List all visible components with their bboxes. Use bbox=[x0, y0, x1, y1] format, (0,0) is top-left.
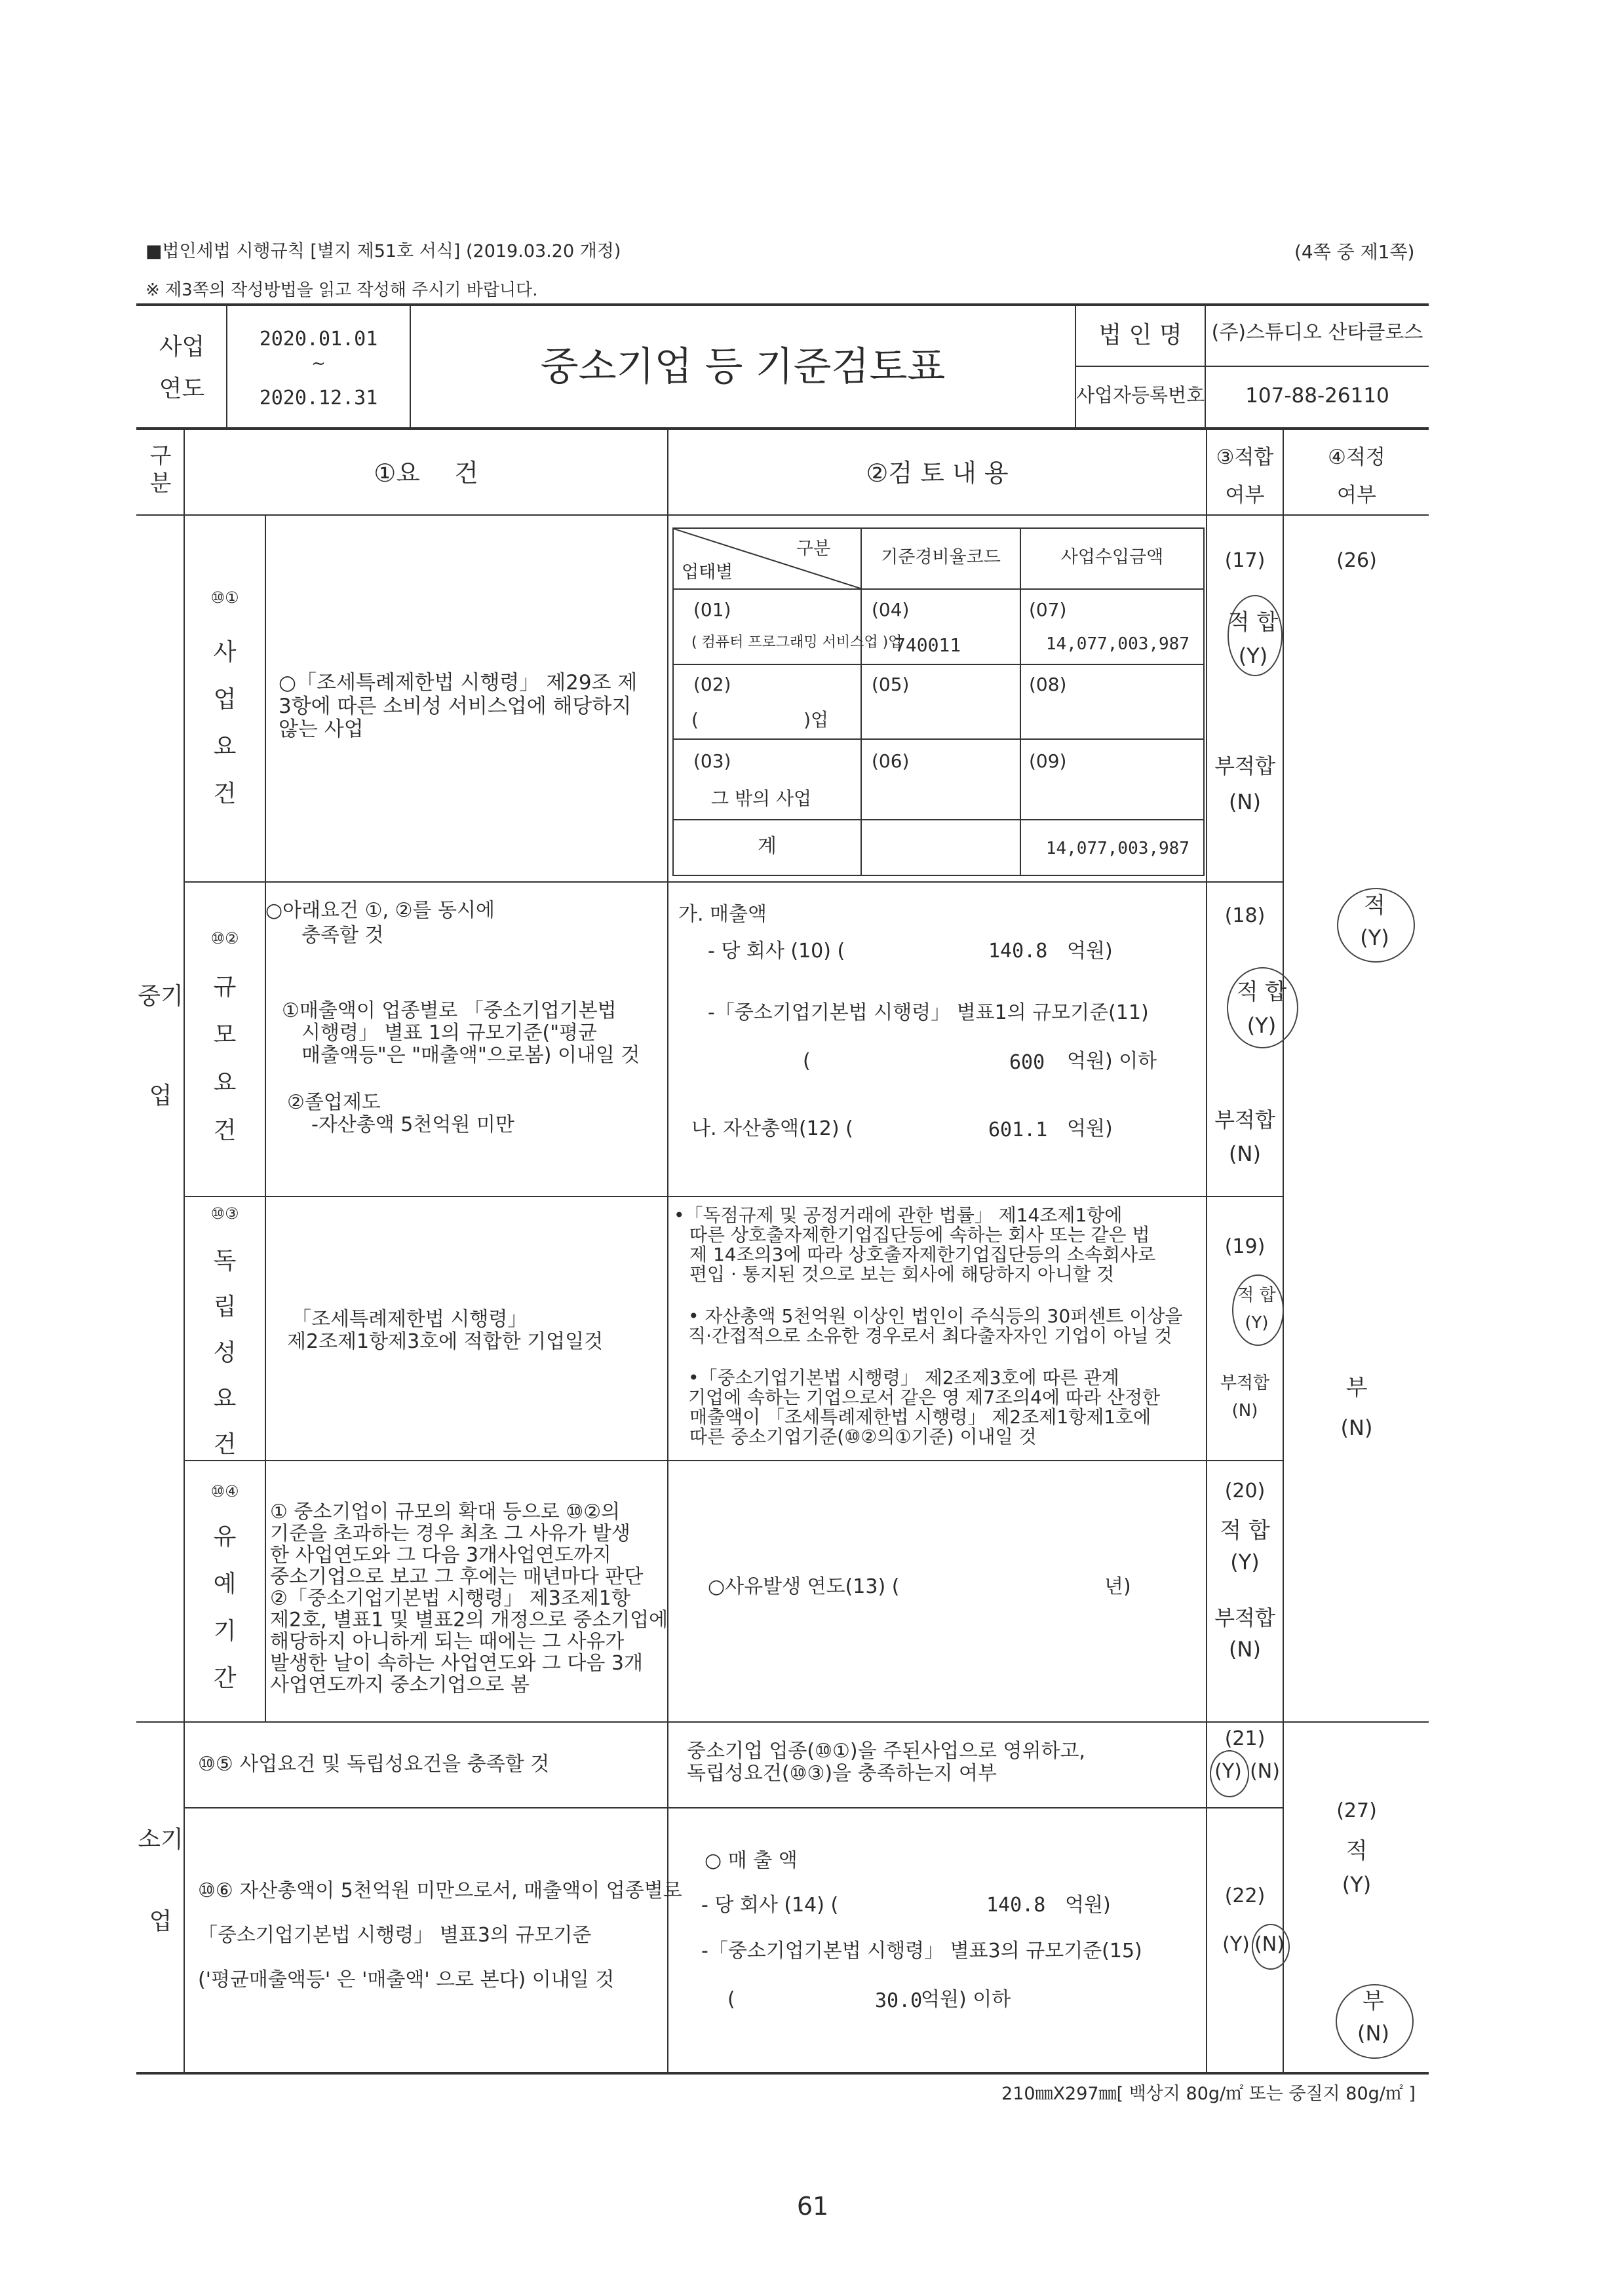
page-of: (4쪽 중 제1쪽) bbox=[1294, 241, 1415, 263]
table-col-amount: 사업수입금액 bbox=[1060, 547, 1164, 567]
grace-req-4: 중소기업으로 보고 그 후에는 매년마다 판단 bbox=[270, 1565, 644, 1588]
indep-fit-yes: 적 합 bbox=[1237, 1286, 1276, 1305]
small-b-rev-1: ○ 매 출 액 bbox=[705, 1849, 798, 1872]
col-requirement: ①요 건 bbox=[374, 459, 478, 488]
r2-amt-no: (08) bbox=[1029, 674, 1067, 695]
small-b-rev-4-val: 30.0 bbox=[875, 1989, 923, 2012]
small-a-rev-1: 중소기업 업종(⑩①)을 주된사업으로 영위하고, bbox=[687, 1740, 1086, 1763]
grace-fit-no-label: 부적합 bbox=[1214, 1605, 1275, 1630]
scale-label: 규모요건 bbox=[213, 974, 237, 1144]
grace-req-1: ① 중소기업이 규모의 확대 등으로 ⑩②의 bbox=[270, 1501, 621, 1523]
grace-rev-1-unit: 년) bbox=[1104, 1575, 1131, 1598]
indep-fit-yes-code: (Y) bbox=[1245, 1313, 1269, 1333]
scale-fit-no-label: 부적합 bbox=[1214, 1107, 1275, 1132]
indep-rev-9: 매출액이 「조세특례제한법 시행령」 제2조제1항제1호에 bbox=[689, 1406, 1151, 1428]
year-label-1: 사업 bbox=[159, 334, 205, 360]
scale-req-7: -자산총액 5천억원 미만 bbox=[311, 1113, 514, 1136]
small-b-rev-4-open: ( bbox=[727, 1988, 735, 2011]
small-b-rev-4-unit: 억원) 이하 bbox=[921, 1988, 1011, 2011]
scale-rev-5-val: 601.1 bbox=[988, 1119, 1048, 1141]
grace-fit-yes-code: (Y) bbox=[1230, 1550, 1260, 1575]
small-b-fit-y: (Y) bbox=[1222, 1933, 1250, 1956]
scale-rev-4-unit: 억원) 이하 bbox=[1067, 1050, 1157, 1073]
year-label-2: 연도 bbox=[159, 375, 205, 402]
small-decision-no: (27) bbox=[1336, 1799, 1377, 1822]
small-a-requirement: ⑩⑤ 사업요건 및 독립성요건을 충족할 것 bbox=[198, 1753, 550, 1776]
r1-name: ( 컴퓨터 프로그래밍 서비스업 )업 bbox=[691, 634, 902, 651]
start-date: 2020.01.01 bbox=[259, 328, 378, 351]
scale-req-3: ①매출액이 업종별로 「중소기업기본법 bbox=[282, 999, 617, 1022]
small-b-req-1: ⑩⑥ 자산총액이 5천억원 미만으로서, 매출액이 업종별로 bbox=[198, 1879, 682, 1902]
scale-rev-4-val: 600 bbox=[1009, 1051, 1045, 1074]
scale-rev-5-unit: 억원) bbox=[1067, 1117, 1113, 1140]
end-date: 2020.12.31 bbox=[259, 387, 378, 410]
grace-rev-1: ○사유발생 연도(13) ( bbox=[708, 1575, 900, 1598]
indep-rev-5: • 자산총액 5천억원 이상인 법인이 주식등의 30퍼센트 이상을 bbox=[688, 1305, 1183, 1327]
indep-rev-4: 편입 · 통지된 것으로 보는 회사에 해당하지 아니할 것 bbox=[689, 1263, 1115, 1285]
scale-fit-no: (18) bbox=[1224, 904, 1266, 927]
grace-fit-yes: 적 합 bbox=[1220, 1518, 1270, 1544]
r3-no: (03) bbox=[693, 750, 731, 772]
r3-amt-no: (09) bbox=[1029, 750, 1067, 772]
page-number: 61 bbox=[796, 2192, 829, 2221]
r3-name: 그 밖의 사업 bbox=[711, 788, 812, 809]
grace-req-3: 한 사업연도와 그 다음 3개사업연도까지 bbox=[270, 1544, 611, 1567]
grace-req-7: 해당하지 아니하게 되는 때에는 그 사유가 bbox=[270, 1630, 625, 1653]
r2-code-no: (05) bbox=[872, 674, 910, 695]
small-decision-top-code: (Y) bbox=[1342, 1872, 1372, 1897]
indep-label: 독립성요건 bbox=[213, 1248, 237, 1458]
business-fit-yes-code: (Y) bbox=[1238, 643, 1268, 668]
scale-rev-2: - 당 회사 (10) ( bbox=[708, 940, 845, 963]
r1-no: (01) bbox=[693, 599, 731, 621]
r2-name: ( )업 bbox=[691, 709, 829, 731]
scale-req-2: 충족할 것 bbox=[301, 924, 384, 947]
grace-fit-no-code: (N) bbox=[1229, 1637, 1261, 1662]
col-decide-1: ④적정 bbox=[1328, 446, 1385, 469]
section-label-sme: 중기업 bbox=[138, 983, 184, 1109]
total-amt: 14,077,003,987 bbox=[1045, 839, 1189, 858]
bizno: 107-88-26110 bbox=[1245, 384, 1389, 408]
r1-amt: 14,077,003,987 bbox=[1045, 634, 1189, 654]
scale-rev-2-unit: 억원) bbox=[1067, 940, 1113, 963]
r3-code-no: (06) bbox=[872, 750, 910, 772]
small-b-rev-3: -「중소기업기본법 시행령」 별표3의 규모기준(15) bbox=[701, 1940, 1142, 1962]
indep-rev-2: 따른 상호출자제한기업집단등에 속하는 회사 또는 같은 법 bbox=[689, 1224, 1150, 1246]
sme-decision-top-code: (Y) bbox=[1360, 925, 1389, 950]
col-gubun-2: 분 bbox=[149, 470, 172, 497]
business-fit-no-label: 부적합 bbox=[1214, 754, 1275, 778]
indep-label-num: ⑩③ bbox=[210, 1204, 239, 1223]
indep-fit-no-label: 부적합 bbox=[1220, 1373, 1270, 1393]
r1-code-no: (04) bbox=[872, 599, 910, 621]
small-decision-bottom-code: (N) bbox=[1357, 2021, 1389, 2046]
scale-fit-yes: 적 합 bbox=[1236, 979, 1287, 1005]
small-a-fit-no: (21) bbox=[1224, 1727, 1266, 1750]
corp-name-label: 법 인 명 bbox=[1098, 322, 1182, 349]
small-b-rev-2: - 당 회사 (14) ( bbox=[701, 1894, 839, 1917]
small-a-fit-n: (N) bbox=[1250, 1760, 1280, 1783]
table-col-code: 기준경비율코드 bbox=[881, 547, 1001, 567]
scale-req-1: ○아래요건 ①, ②를 동시에 bbox=[265, 899, 495, 922]
scale-fit-no-code: (N) bbox=[1229, 1141, 1261, 1166]
small-b-req-2: 「중소기업기본법 시행령」 별표3의 규모기준 bbox=[198, 1924, 592, 1947]
business-label: 사업요건 bbox=[213, 639, 237, 807]
col-decide-2: 여부 bbox=[1337, 484, 1376, 507]
page-title: 중소기업 등 기준검토표 bbox=[540, 344, 946, 390]
r1-amt-no: (07) bbox=[1029, 599, 1067, 621]
indep-req-2: 제2조제1항제3호에 적합한 기업일것 bbox=[287, 1330, 604, 1353]
grace-req-8: 발생한 날이 속하는 사업연도와 그 다음 3개 bbox=[270, 1652, 643, 1675]
section-label-small: 소기업 bbox=[138, 1826, 184, 1935]
col-gubun-1: 구 bbox=[149, 443, 172, 469]
grace-req-5: ②「중소기업기본법 시행령」 제3조제1항 bbox=[270, 1587, 630, 1610]
sme-decision-top: 적 bbox=[1364, 892, 1385, 919]
sme-decision-bottom-code: (N) bbox=[1340, 1415, 1373, 1440]
small-decision-bottom: 부 bbox=[1363, 1988, 1384, 2014]
small-b-fit-n: (N) bbox=[1254, 1933, 1285, 1956]
scale-fit-yes-code: (Y) bbox=[1247, 1013, 1277, 1038]
business-requirement: ○「조세특례제한법 시행령」 제29조 제3항에 따른 소비성 서비스업에 해당하지 않는 사업 bbox=[279, 671, 638, 742]
indep-rev-3: 제 14조의3에 따라 상호출자제한기업집단등의 소속회사로 bbox=[689, 1244, 1156, 1265]
table-corner-top: 구분 bbox=[796, 539, 831, 559]
small-b-rev-2-val: 140.8 bbox=[986, 1894, 1046, 1917]
small-b-fit-no: (22) bbox=[1224, 1885, 1266, 1907]
col-review: ②검 토 내 용 bbox=[866, 459, 1009, 488]
date-tilde: ~ bbox=[311, 354, 326, 373]
scale-req-6: ②졸업제도 bbox=[287, 1091, 381, 1114]
total-label: 계 bbox=[758, 835, 777, 858]
form-title: ■법인세법 시행규칙 [별지 제51호 서식] (2019.03.20 개정) bbox=[145, 241, 621, 261]
grace-req-6: 제2호, 별표1 및 별표2의 개정으로 중소기업에 bbox=[270, 1609, 668, 1632]
scale-rev-4-open: ( bbox=[803, 1050, 811, 1073]
table-corner-bottom: 업태별 bbox=[682, 562, 733, 583]
grace-fit-no: (20) bbox=[1224, 1480, 1266, 1502]
paper-spec: 210㎜X297㎜[ 백상지 80g/㎡ 또는 중질지 80g/㎡ ] bbox=[1001, 2084, 1416, 2104]
small-b-rev-2-unit: 억원) bbox=[1065, 1894, 1111, 1917]
sme-decision-bottom: 부 bbox=[1345, 1375, 1368, 1401]
bizno-label: 사업자등록번호 bbox=[1076, 384, 1205, 406]
instruction-note: ※ 제3쪽의 작성방법을 읽고 작성해 주시기 바랍니다. bbox=[145, 280, 538, 300]
scale-rev-2-val: 140.8 bbox=[988, 940, 1048, 963]
corp-name: (주)스튜디오 산타클로스 bbox=[1211, 321, 1423, 344]
indep-rev-10: 따른 중소기업기준(⑩②의①기준) 이내일 것 bbox=[689, 1426, 1037, 1447]
small-b-req-3: ('평균매출액등' 은 '매출액' 으로 본다) 이내일 것 bbox=[198, 1968, 615, 1991]
indep-fit-no-code: (N) bbox=[1231, 1401, 1258, 1421]
small-a-fit-y: (Y) bbox=[1214, 1760, 1242, 1783]
scale-rev-5: 나. 자산총액(12) ( bbox=[691, 1117, 853, 1140]
grace-label: 유예기간 bbox=[213, 1523, 237, 1692]
r1-code: 740011 bbox=[895, 634, 961, 656]
indep-rev-6: 직·간접적으로 소유한 경우로서 최다출자자인 기업이 아닐 것 bbox=[688, 1325, 1172, 1347]
business-fit-no-code: (N) bbox=[1229, 790, 1261, 814]
scale-rev-1: 가. 매출액 bbox=[678, 903, 767, 926]
indep-req-1: 「조세특례제한법 시행령」 bbox=[292, 1308, 528, 1331]
grace-req-2: 기준을 초과하는 경우 최초 그 사유가 발생 bbox=[270, 1522, 630, 1545]
business-label-num: ⑩① bbox=[210, 588, 239, 607]
small-a-rev-2: 독립성요건(⑩③)을 충족하는지 여부 bbox=[687, 1762, 997, 1785]
col-fit-1: ③적합 bbox=[1216, 446, 1274, 469]
r2-no: (02) bbox=[693, 674, 731, 695]
indep-rev-1: •「독점규제 및 공정거래에 관한 법률」 제14조제1항에 bbox=[674, 1204, 1123, 1226]
business-fit-no: (17) bbox=[1224, 549, 1266, 572]
indep-fit-no: (19) bbox=[1224, 1235, 1266, 1258]
scale-req-5: 매출액등"은 "매출액"으로봄) 이내일 것 bbox=[301, 1044, 640, 1067]
scale-rev-3: -「중소기업기본법 시행령」 별표1의 규모기준(11) bbox=[708, 1001, 1149, 1024]
indep-rev-7: •「중소기업기본법 시행령」 제2조제3호에 따른 관계 bbox=[688, 1367, 1119, 1388]
small-decision-top: 적 bbox=[1345, 1838, 1368, 1864]
col-fit-2: 여부 bbox=[1225, 484, 1265, 507]
grace-label-num: ⑩④ bbox=[210, 1482, 239, 1501]
grace-req-9: 사업연도까지 중소기업으로 봄 bbox=[270, 1674, 530, 1696]
scale-label-num: ⑩② bbox=[210, 929, 239, 947]
scale-req-4: 시행령」 별표 1의 규모기준("평균 bbox=[301, 1022, 597, 1044]
business-fit-yes: 적 합 bbox=[1228, 609, 1279, 636]
business-decide-no: (26) bbox=[1336, 549, 1377, 572]
indep-rev-8: 기업에 속하는 기업으로서 같은 영 제7조의4에 따라 산정한 bbox=[688, 1387, 1161, 1408]
